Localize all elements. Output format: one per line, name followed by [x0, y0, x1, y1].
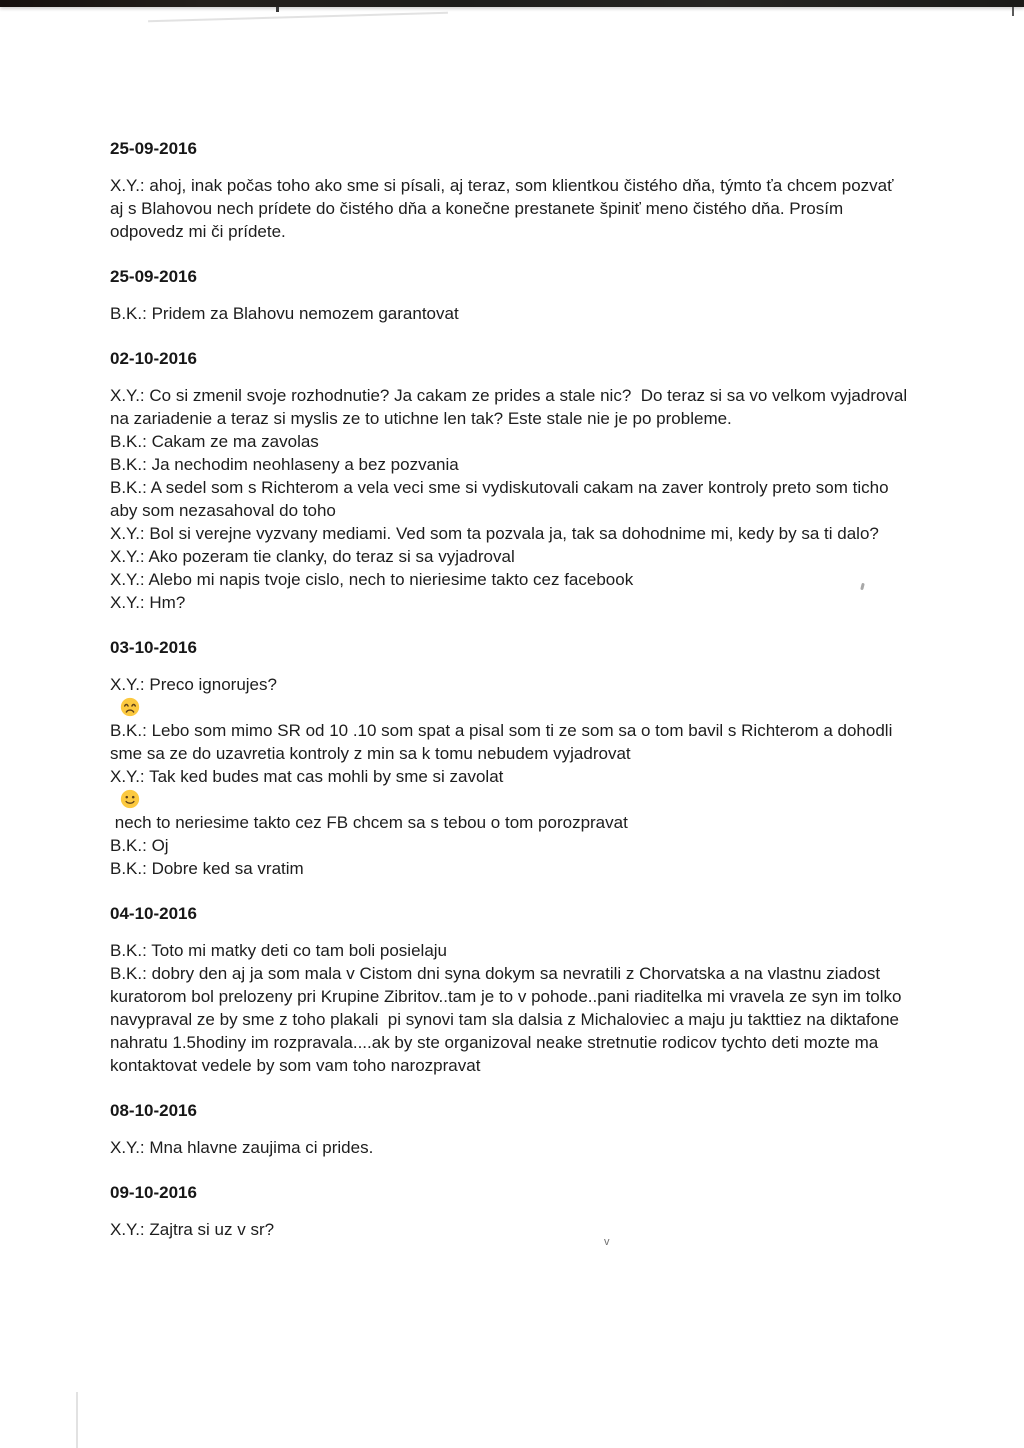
chat-message: X.Y.: Mna hlavne zaujima ci prides.: [110, 1138, 374, 1157]
disappointed-face-icon: [120, 697, 140, 717]
date-heading: 08-10-2016: [110, 1101, 197, 1120]
chat-message: B.K.: Toto mi matky deti co tam boli posielaju: [110, 941, 448, 960]
chat-message: X.Y.: Tak ked budes mat cas mohli by sme si zavolat nech to neriesime takto cez FB chcem sa s tebou o tom porozpravat: [110, 767, 628, 832]
chat-message: B.K.: A sedel som s Richterom a vela veci sme si vydiskutovali cakam na zaver kontroly preto som ticho aby som nezasahoval do toho: [110, 478, 894, 520]
chat-message: X.Y.: ahoj, inak počas toho ako sme si písali, aj teraz, som klientkou čistého dňa, týmto ťa chcem pozvať aj s Blahovou nech prídete do čistého dňa a konečne prestanete špiniť meno čistého dňa. Prosím odpovedz mi či prídete.: [110, 176, 899, 241]
chat-message: B.K.: Ja nechodim neohlaseny a bez pozvania: [110, 455, 459, 474]
chat-message: B.K.: dobry den aj ja som mala v Cistom dni syna dokym sa nevratili z Chorvatska a na vlastnu ziadost kuratorom bol prelozeny pri Krupine Zibritov..tam je to v pohode..pani riaditelka mi vravela ze syn im tolko navypraval ze by sme z toho plakali pi synovi tam sla dalsia z Michaloviec a maju ju takttiez na diktafone nahratu 1.5hodiny im rozpravala....ak by ste organizoval neake stretnutie rodicov tychto deti mozte ma kontaktovat vedele by som vam toho narozpravat: [110, 964, 907, 1075]
message-block: [110, 673, 910, 880]
chat-message: X.Y.: Co si zmenil svoje rozhodnutie? Ja cakam ze prides a stale nic? Do teraz si sa vo velkom vyjadroval na zariadenie a teraz si myslis ze to utichne len tak? Este stale nie je po probleme.: [110, 386, 912, 428]
message-block: [110, 1218, 910, 1241]
chat-transcript: [110, 137, 910, 1241]
chat-message: B.K.: Lebo som mimo SR od 10 .10 som spat a pisal som ti ze som sa o tom bavil s Richterom a dohodli sme sa ze do uzavretia kontroly z min sa k tomu nebudem vyjadrovat: [110, 721, 898, 763]
message-block: [110, 174, 910, 243]
message-block: [110, 384, 910, 614]
chat-message: B.K.: Oj: [110, 836, 169, 855]
message-block: [110, 302, 910, 325]
date-heading: 25-09-2016: [110, 267, 197, 286]
chat-message: X.Y.: Bol si verejne vyzvany mediami. Ved som ta pozvala ja, tak sa dohodnime mi, kedy by sa ti dalo?: [110, 524, 879, 543]
scan-line-artifact: [76, 1392, 78, 1448]
date-heading: 02-10-2016: [110, 349, 197, 368]
scan-top-edge-artifact: [0, 0, 1024, 7]
chat-message: B.K.: Pridem za Blahovu nemozem garantovat: [110, 304, 459, 323]
scan-speck: [1012, 7, 1014, 16]
chat-message: X.Y.: Zajtra si uz v sr?: [110, 1220, 275, 1239]
chat-message: X.Y.: Preco ignorujes?: [110, 673, 910, 719]
message-block: [110, 939, 910, 1077]
chat-message: X.Y.: Hm?: [110, 593, 186, 612]
date-heading: 09-10-2016: [110, 1183, 197, 1202]
scan-crease-artifact: [148, 12, 448, 22]
chat-message: B.K.: Cakam ze ma zavolas: [110, 432, 319, 451]
scan-mark: v: [604, 1236, 610, 1248]
message-block: [110, 1136, 910, 1159]
date-heading: 25-09-2016: [110, 139, 197, 158]
scan-speck: [276, 7, 279, 12]
date-heading: 04-10-2016: [110, 904, 197, 923]
chat-message: B.K.: Dobre ked sa vratim: [110, 859, 304, 878]
chat-message: X.Y.: Ako pozeram tie clanky, do teraz si sa vyjadroval: [110, 547, 515, 566]
chat-message: X.Y.: Alebo mi napis tvoje cislo, nech to nieriesime takto cez facebook: [110, 570, 634, 589]
date-heading: 03-10-2016: [110, 638, 197, 657]
slightly-smiling-face-icon: [120, 789, 140, 809]
